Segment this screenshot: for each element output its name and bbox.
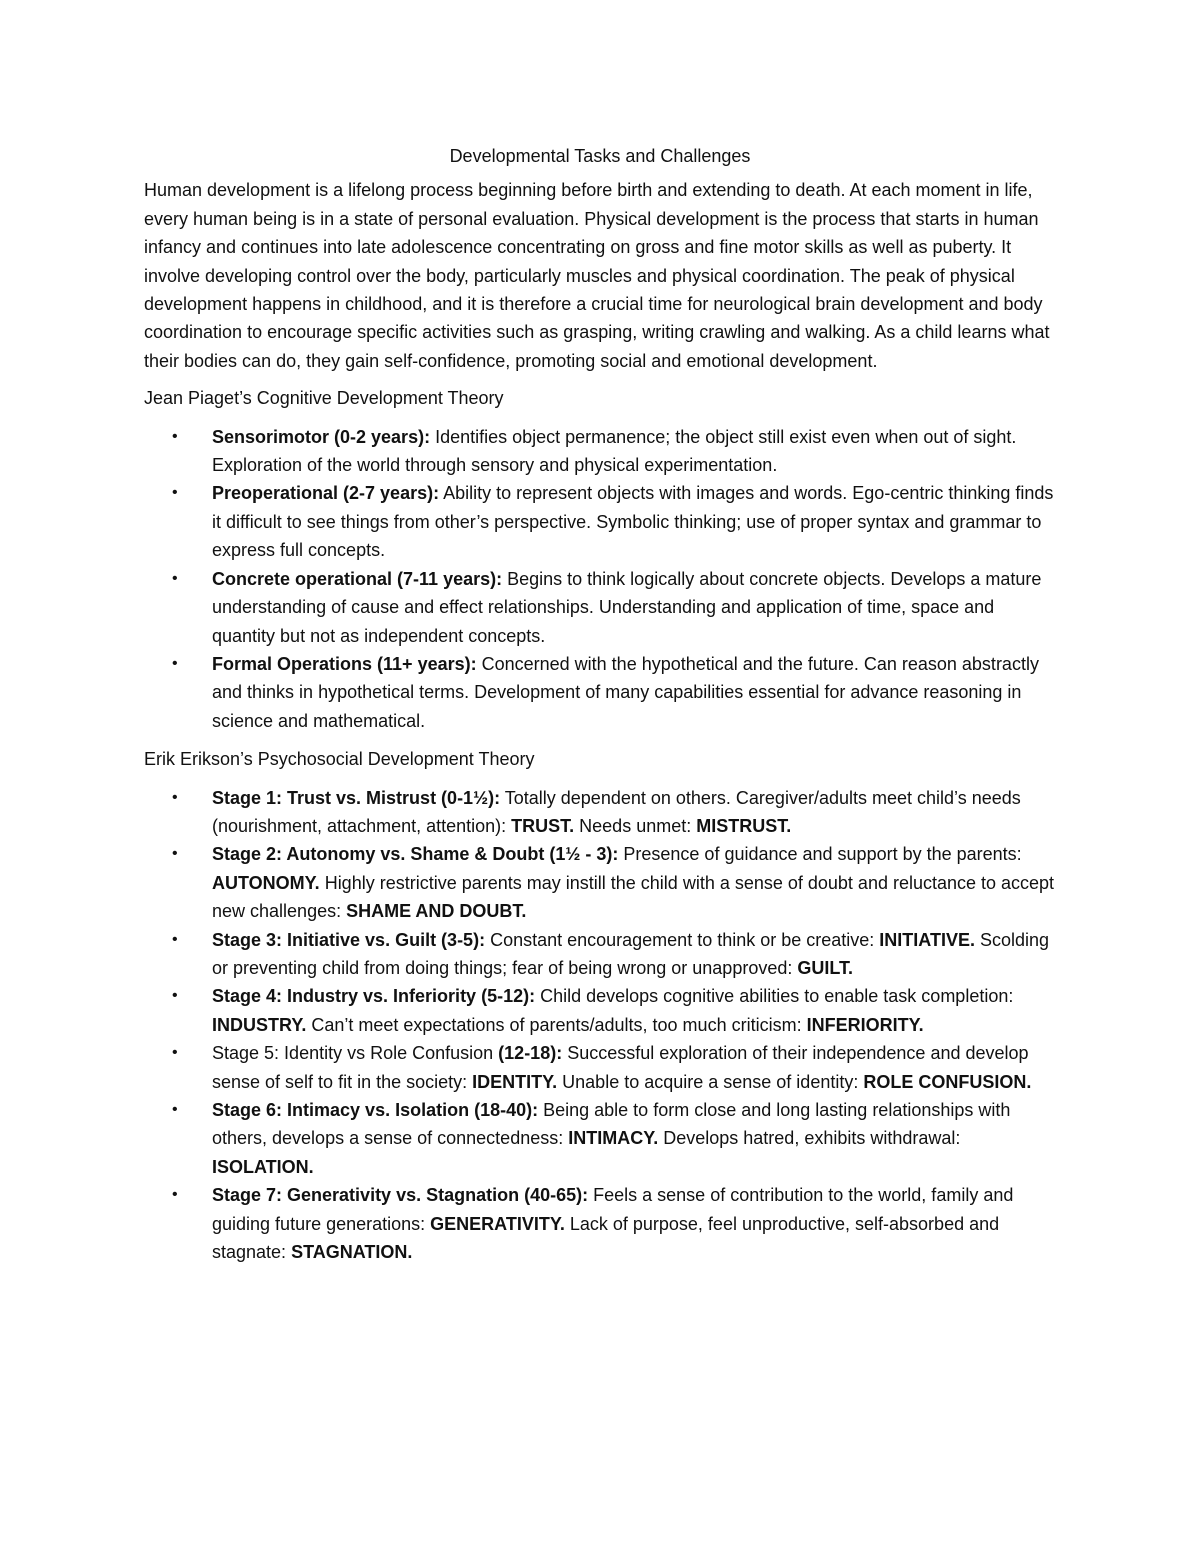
- piaget-stage-list: [144, 423, 1056, 735]
- stage-text: Constant encouragement to think or be creative:: [485, 929, 880, 950]
- stage-label: Stage 4: Industry vs. Inferiority (5-12):: [212, 986, 536, 1007]
- stage-outcome: INTIMACY.: [568, 1128, 659, 1149]
- erikson-stage-list: [144, 784, 1056, 1267]
- stage-outcome: ROLE CONFUSION.: [863, 1071, 1032, 1092]
- stage-outcome: IDENTITY.: [472, 1071, 558, 1092]
- stage-label: (12-18):: [498, 1043, 563, 1064]
- list-item: [144, 1096, 1056, 1181]
- list-item: [144, 423, 1056, 480]
- piaget-heading: Jean Piaget’s Cognitive Development Theory: [144, 388, 504, 409]
- stage-text: Successful exploration of their independence and develop sense of self to fit in the society:: [212, 1043, 1029, 1092]
- stage-text: Develops hatred, exhibits withdrawal:: [658, 1128, 961, 1149]
- stage-label: Concrete operational (7-11 years):: [212, 568, 503, 589]
- stage-text: Feels a sense of contribution to the world, family and guiding future generations:: [212, 1185, 1014, 1234]
- stage-outcome: STAGNATION.: [291, 1242, 413, 1263]
- bullet-icon: •: [172, 1101, 178, 1118]
- stage-text: Highly restrictive parents may instill the child with a sense of doubt and reluctance to accept new challenges:: [212, 872, 1055, 922]
- stage-label: Stage 2: Autonomy vs. Shame & Doubt (1½ - 3):: [212, 844, 619, 865]
- intro-paragraph: Human development is a lifelong process beginning before birth and extending to death. At each moment in life, every human being is in a state of personal evaluation. Physical development is the process that starts in human infancy and continues into late adolescence concentrating on gross and fine motor skills as well as puberty. It involve developing control over the body, particularly muscles and physical coordination. The peak of physical development happens in childhood, and it is therefore a crucial time for neurological brain development and body coordination to encourage specific activities such as grasping, writing crawling and walking. As a child learns what their bodies can do, they gain self-confidence, promoting social and emotional development.: [144, 180, 1050, 371]
- stage-text: Ability to represent objects with images and words. Ego-centric thinking finds it difficult to see things from other’s perspective. Symbolic thinking; use of proper syntax and grammar to express full concepts.: [212, 483, 1054, 561]
- stage-label: Stage 3: Initiative vs. Guilt (3-5):: [212, 929, 486, 950]
- bullet-icon: •: [172, 484, 178, 502]
- stage-outcome: INFERIORITY.: [806, 1014, 924, 1035]
- stage-label-plain: Stage 5: Identity vs Role Confusion: [212, 1043, 499, 1064]
- bullet-icon: •: [172, 427, 178, 445]
- stage-text: Can’t meet expectations of parents/adults, too much criticism:: [306, 1014, 807, 1035]
- document-body: [144, 142, 1056, 1276]
- list-item: [144, 784, 1056, 841]
- list-item: [144, 982, 1056, 1039]
- bullet-icon: •: [172, 569, 178, 587]
- bullet-icon: •: [172, 987, 178, 1005]
- document-title: Developmental Tasks and Challenges: [449, 146, 751, 166]
- stage-text: Identifies object permanence; the object still exist even when out of sight. Exploration of the world through sensory and physical experimentation.: [212, 426, 1017, 476]
- stage-text: Lack of purpose, feel unproductive, self-absorbed and stagnate:: [212, 1213, 1000, 1263]
- stage-label: Preoperational (2-7 years):: [212, 483, 440, 504]
- bullet-icon: •: [172, 788, 178, 806]
- list-item: [144, 565, 1056, 650]
- stage-text: Being able to form close and long lasting relationships with others, develops a sense of connectedness:: [212, 1100, 1011, 1149]
- stage-outcome: GENERATIVITY.: [430, 1213, 565, 1234]
- stage-label: Stage 1: Trust vs. Mistrust (0-1½):: [212, 787, 501, 808]
- stage-outcome: AUTONOMY.: [212, 872, 320, 893]
- stage-outcome: MISTRUST.: [696, 815, 792, 836]
- list-item: [144, 926, 1056, 983]
- stage-text: Begins to think logically about concrete objects. Develops a mature understanding of cause and effect relationships. Understanding and application of time, space and quantity but not as independent concepts.: [212, 568, 1042, 646]
- stage-text: Presence of guidance and support by the parents:: [618, 844, 1022, 865]
- stage-outcome: INDUSTRY.: [212, 1014, 307, 1035]
- bullet-icon: •: [172, 930, 178, 948]
- stage-outcome: INITIATIVE.: [879, 929, 975, 950]
- stage-text: Needs unmet:: [574, 815, 697, 836]
- stage-label: Formal Operations (11+ years):: [212, 653, 477, 674]
- bullet-icon: •: [172, 654, 178, 672]
- list-item: [144, 479, 1056, 564]
- stage-label: Stage 7: Generativity vs. Stagnation (40-65):: [212, 1185, 589, 1206]
- stage-text: Totally dependent on others. Caregiver/adults meet child’s needs (nourishment, attachment, attention):: [212, 787, 1021, 836]
- stage-label: Sensorimotor (0-2 years):: [212, 426, 431, 447]
- list-item: [144, 840, 1056, 925]
- list-item: [144, 650, 1056, 735]
- stage-outcome: TRUST.: [511, 815, 575, 836]
- stage-text: Child develops cognitive abilities to enable task completion:: [535, 986, 1014, 1007]
- stage-outcome: GUILT.: [797, 957, 854, 978]
- bullet-icon: •: [172, 1186, 178, 1204]
- bullet-icon: •: [172, 845, 178, 863]
- stage-text: Scolding or preventing child from doing things; fear of being wrong or unapproved:: [212, 929, 1050, 978]
- stage-outcome: ISOLATION.: [212, 1156, 314, 1177]
- list-item: [144, 1039, 1056, 1096]
- stage-label: Stage 6: Intimacy vs. Isolation (18-40):: [212, 1100, 539, 1120]
- bullet-icon: •: [172, 1044, 178, 1062]
- stage-text: Unable to acquire a sense of identity:: [557, 1071, 864, 1092]
- stage-outcome: SHAME AND DOUBT.: [346, 901, 527, 922]
- erikson-heading: Erik Erikson’s Psychosocial Development Theory: [144, 749, 535, 770]
- stage-text: Concerned with the hypothetical and the future. Can reason abstractly and thinks in hypothetical terms. Development of many capabilities essential for advance reasoning in science and mathematical.: [212, 653, 1039, 731]
- list-item: [144, 1181, 1056, 1266]
